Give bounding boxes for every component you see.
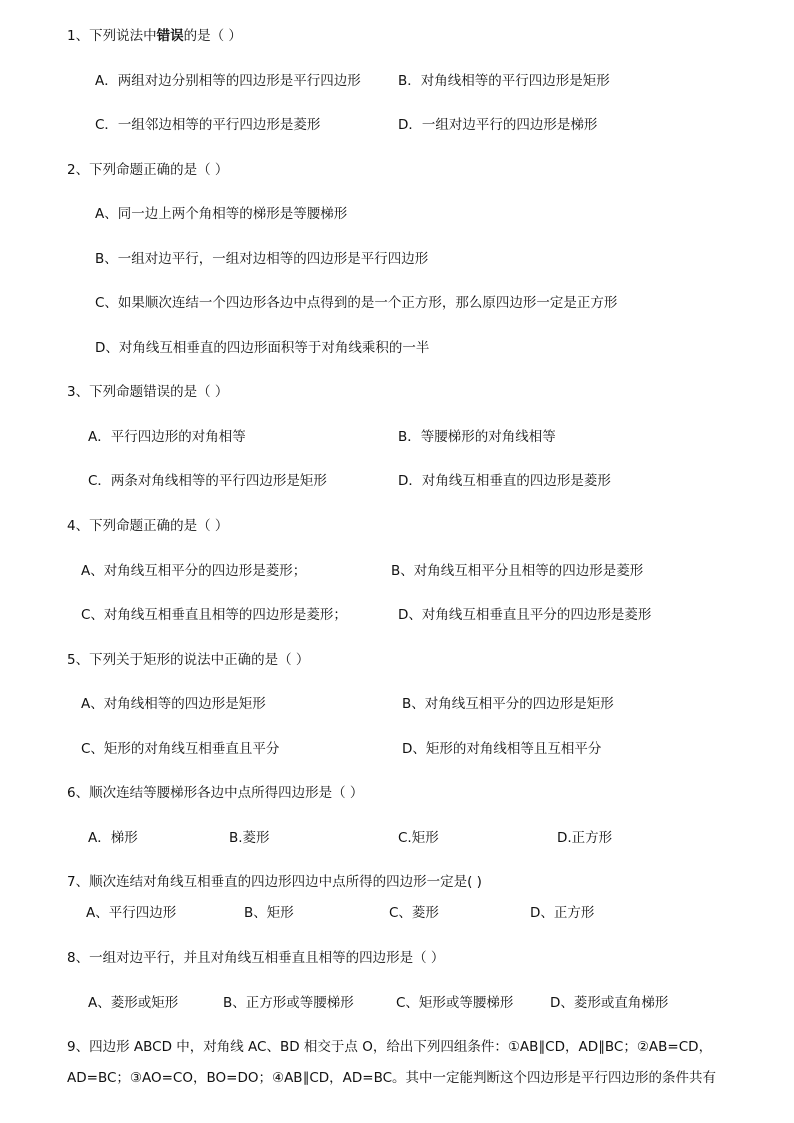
question-3-option-b: B．等腰梯形的对角线相等 xyxy=(398,429,556,445)
question-8-option-b: B、正方形或等腰梯形 xyxy=(223,995,354,1011)
question-5-option-c: C、矩形的对角线互相垂直且平分 xyxy=(81,741,280,757)
question-7-option-b: B、矩形 xyxy=(244,905,294,921)
question-7-option-d: D、正方形 xyxy=(530,905,595,921)
question-4-stem: 4、下列命题正确的是（ ） xyxy=(67,518,229,534)
question-8-option-c: C、矩形或等腰梯形 xyxy=(396,995,514,1011)
question-1-stem-pre: 1、下列说法中 xyxy=(67,28,157,44)
question-8-option-d: D、菱形或直角梯形 xyxy=(550,995,669,1011)
question-8-option-a: A、菱形或矩形 xyxy=(88,995,179,1011)
question-5-option-a: A、对角线相等的四边形是矩形 xyxy=(81,696,266,712)
question-6-option-c: C.矩形 xyxy=(398,830,439,846)
question-5-option-b: B、对角线互相平分的四边形是矩形 xyxy=(402,696,614,712)
question-2-option-c: C、如果顺次连结一个四边形各边中点得到的是一个正方形，那么原四边形一定是正方形 xyxy=(95,295,618,311)
question-6-option-d: D.正方形 xyxy=(557,830,613,846)
question-3-option-d: D．对角线互相垂直的四边形是菱形 xyxy=(398,473,611,489)
question-2-option-d: D、对角线互相垂直的四边形面积等于对角线乘积的一半 xyxy=(95,340,430,356)
question-1-option-b: B．对角线相等的平行四边形是矩形 xyxy=(398,73,610,89)
question-1-option-c: C．一组邻边相等的平行四边形是菱形 xyxy=(95,117,321,133)
question-6-option-a: A．梯形 xyxy=(88,830,138,846)
question-2-option-a: A、同一边上两个角相等的梯形是等腰梯形 xyxy=(95,206,348,222)
question-8-stem: 8、一组对边平行，并且对角线互相垂直且相等的四边形是（ ） xyxy=(67,950,445,966)
question-9-stem-line-1: 9、四边形 ABCD 中，对角线 AC、BD 相交于点 O，给出下列四组条件：①AB∥CD，AD∥BC；②AB=CD， xyxy=(67,1039,713,1055)
question-1-option-d: D．一组对边平行的四边形是梯形 xyxy=(398,117,598,133)
question-7-option-c: C、菱形 xyxy=(389,905,439,921)
question-1-option-a: A．两组对边分别相等的四边形是平行四边形 xyxy=(95,73,361,89)
question-3-option-c: C．两条对角线相等的平行四边形是矩形 xyxy=(88,473,327,489)
question-6-stem: 6、顺次连结等腰梯形各边中点所得四边形是（ ） xyxy=(67,785,364,801)
question-2-option-b: B、一组对边平行，一组对边相等的四边形是平行四边形 xyxy=(95,251,429,267)
question-5-option-d: D、矩形的对角线相等且互相平分 xyxy=(402,741,602,757)
question-6-option-b: B.菱形 xyxy=(229,830,270,846)
question-7-stem: 7、顺次连结对角线互相垂直的四边形四边中点所得的四边形一定是( ) xyxy=(67,874,482,890)
question-5-stem: 5、下列关于矩形的说法中正确的是（ ） xyxy=(67,652,310,668)
question-1-stem-post: 的是（ ） xyxy=(183,28,242,44)
question-1-stem-bold: 错误 xyxy=(156,28,184,44)
question-4-option-b: B、对角线互相平分且相等的四边形是菱形 xyxy=(391,563,644,579)
question-9-stem-line-2: AD=BC；③AO=CO，BO=DO；④AB∥CD，AD=BC。其中一定能判断这个四边形是平行四边形的条件共有 xyxy=(67,1070,717,1086)
question-7-option-a: A、平行四边形 xyxy=(86,905,177,921)
question-3-option-a: A．平行四边形的对角相等 xyxy=(88,429,246,445)
question-4-option-c: C、对角线互相垂直且相等的四边形是菱形； xyxy=(81,607,347,623)
question-2-stem: 2、下列命题正确的是（ ） xyxy=(67,162,229,178)
question-4-option-a: A、对角线互相平分的四边形是菱形； xyxy=(81,563,307,579)
question-4-option-d: D、对角线互相垂直且平分的四边形是菱形 xyxy=(398,607,652,623)
question-3-stem: 3、下列命题错误的是（ ） xyxy=(67,384,229,400)
question-1-stem xyxy=(67,27,242,45)
